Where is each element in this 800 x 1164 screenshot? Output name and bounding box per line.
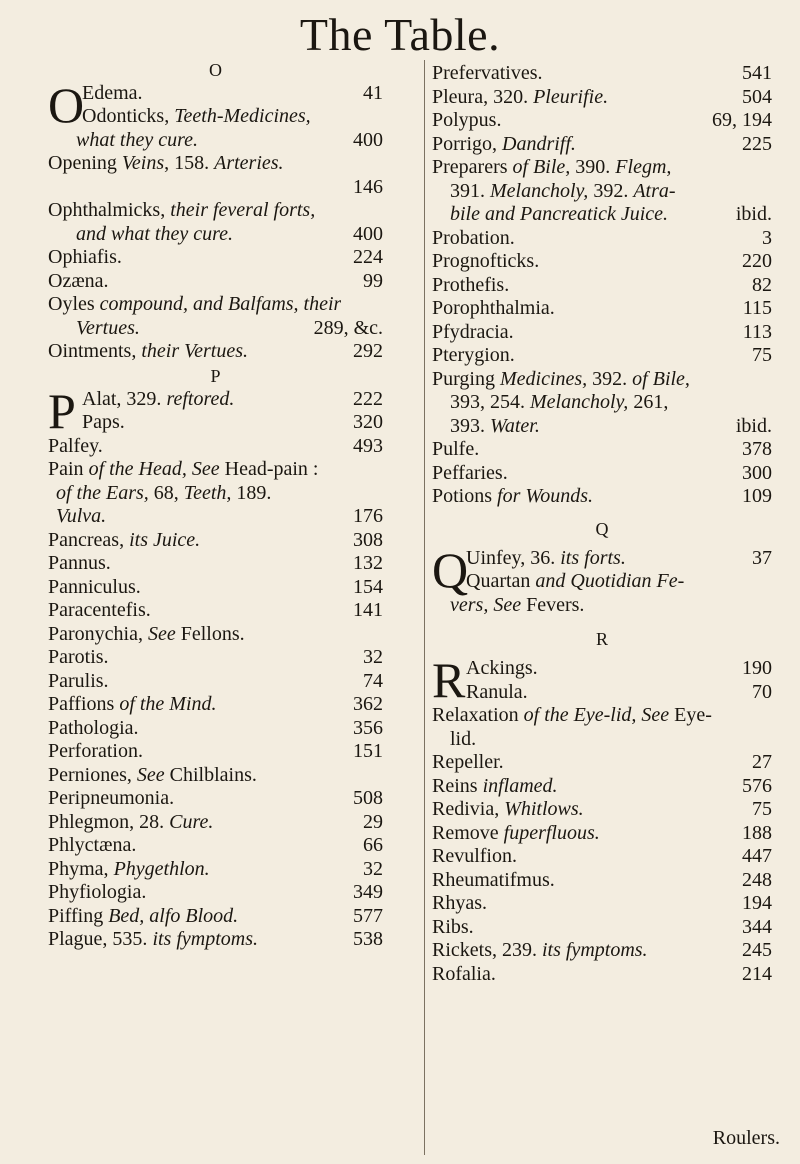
entry-paronychia: Paronychia, See Fellons. bbox=[48, 622, 245, 645]
entry-ozaena: Ozæna. 99 bbox=[48, 269, 383, 292]
entry-psydracia: Pfydracia. 113 bbox=[432, 320, 772, 343]
entry-pain-cont: of the Ears, 68, Teeth, 189. bbox=[56, 481, 272, 504]
entry-pain-cont2: Vulva. 176 bbox=[56, 505, 383, 527]
entry-redivia: Redivia, Whitlows. 75 bbox=[432, 798, 772, 820]
entry-peripneumonia: Peripneumonia. 508 bbox=[48, 787, 383, 809]
entry-ointments: Ointments, their Vertues. 292 bbox=[48, 340, 383, 362]
entry-term: Edema. bbox=[82, 82, 143, 104]
dropcap-p: P bbox=[48, 382, 76, 439]
entry-porophthalmia: Porophthalmia. 115 bbox=[432, 297, 772, 319]
entry-purging-cont: 393, 254. Melancholy, 261, bbox=[450, 391, 669, 413]
entry-physiologia: Phyfiologia. 349 bbox=[48, 881, 383, 903]
entry-remove: Remove fuperfluous. 188 bbox=[432, 821, 772, 844]
dropcap-q: Q bbox=[432, 541, 469, 598]
entry-perniones: Perniones, See Chilblains. bbox=[48, 763, 257, 786]
entry-phyma: Phyma, Phygethlon. 32 bbox=[48, 857, 383, 880]
entry-term: Odonticks, Teeth-Medicines, bbox=[82, 105, 311, 127]
entry-pterygion: Pterygion. 75 bbox=[432, 344, 772, 366]
entry-oyles-cont: Vertues. 289, &c. bbox=[76, 316, 383, 339]
entry-ophiasis: Ophiafis. 224 bbox=[48, 246, 383, 268]
entry-prognosticks: Prognofticks. 220 bbox=[432, 250, 772, 272]
entry-quinsey: Q Uinfey, 36. its forts. 37 bbox=[432, 541, 772, 598]
entry-preservatives: Prefervatives. 541 bbox=[432, 62, 772, 84]
entry-preparers: Preparers of Bile, 390. Flegm, bbox=[432, 156, 672, 178]
entry-paracentesis: Paracentefis. 141 bbox=[48, 599, 383, 621]
entry-perforation: Perforation. 151 bbox=[48, 740, 383, 762]
left-column bbox=[48, 58, 383, 952]
entry-paps: Paps. 320 bbox=[82, 411, 383, 433]
entry-pannus: Pannus. 132 bbox=[48, 552, 383, 574]
entry-phlegmon: Phlegmon, 28. Cure. 29 bbox=[48, 810, 383, 833]
entry-polypus: Polypus. 69, 194 bbox=[432, 109, 772, 131]
section-letter-r: R bbox=[595, 629, 608, 649]
entry-opening-page: 146 bbox=[353, 175, 383, 198]
entry-page: 41 bbox=[363, 82, 383, 104]
entry-pathologia: Pathologia. 356 bbox=[48, 716, 383, 739]
entry-palat: P Alat, 329. reftored. 222 bbox=[48, 382, 383, 439]
entry-revulsion: Revulfion. 447 bbox=[432, 845, 772, 867]
entry-pleura: Pleura, 320. Pleurifie. 504 bbox=[432, 85, 772, 108]
entry-relaxation: Relaxation of the Eye-lid, See Eye- bbox=[432, 704, 712, 726]
entry-rosalia: Rofalia. 214 bbox=[432, 962, 772, 985]
entry-plague: Plague, 535. its fymptoms. 538 bbox=[48, 928, 383, 950]
section-letter-q: Q bbox=[595, 518, 609, 539]
dropcap-r: R bbox=[432, 652, 466, 708]
entry-panniculus: Panniculus. 154 bbox=[48, 575, 383, 598]
entry-rickets: Rickets, 239. its fymptoms. 245 bbox=[432, 939, 772, 961]
entry-purging: Purging Medicines, 392. of Bile, bbox=[432, 367, 690, 390]
entry-parulis: Parulis. 74 bbox=[48, 669, 383, 692]
entry-palfey: Palfey. 493 bbox=[48, 434, 383, 457]
entry-porrigo: Porrigo, Dandriff. 225 bbox=[432, 132, 772, 155]
entry-ophthalmicks-cont: and what they cure. 400 bbox=[76, 222, 383, 245]
entry-purging-cont2: 393. Water. ibid. bbox=[450, 414, 772, 437]
entry-pessaries: Peffaries. 300 bbox=[432, 461, 772, 484]
entry-repeller: Repeller. 27 bbox=[432, 751, 772, 773]
entry-ophthalmicks: Ophthalmicks, their feveral forts, bbox=[48, 199, 316, 221]
entry-preparers-cont2: bile and Pancreatick Juice. ibid. bbox=[450, 203, 772, 225]
right-column bbox=[432, 62, 772, 986]
entry-ribs: Ribs. 344 bbox=[432, 915, 772, 938]
entry-odonticks-cont: what they cure. 400 bbox=[76, 128, 383, 151]
column-divider bbox=[424, 60, 425, 1155]
entry-phlyctaena: Phlyctæna. 66 bbox=[48, 834, 383, 856]
entry-rhyas: Rhyas. 194 bbox=[432, 892, 772, 914]
entry-parotis: Parotis. 32 bbox=[48, 646, 383, 668]
running-head: The Table. bbox=[299, 9, 501, 60]
entry-quinsey-cont: Quartan and Quotidian Fe- bbox=[466, 570, 685, 592]
catchword: Roulers. bbox=[712, 1127, 780, 1149]
entry-potions: Potions for Wounds. 109 bbox=[432, 485, 772, 507]
entry-pain: Pain of the Head, See Head-pain : bbox=[48, 458, 319, 480]
entry-rackings: R Ackings. 190 bbox=[432, 652, 772, 708]
dropcap-o: O bbox=[48, 77, 85, 133]
entry-oedema bbox=[48, 77, 383, 133]
entry-prothesis: Prothefis. 82 bbox=[432, 273, 772, 296]
entry-relaxation-cont: lid. bbox=[450, 727, 477, 750]
entry-passions: Paffions of the Mind. 362 bbox=[48, 693, 383, 715]
entry-pancreas: Pancreas, its Juice. 308 bbox=[48, 528, 383, 551]
entry-oyles: Oyles compound, and Balfams, their bbox=[48, 293, 342, 315]
entry-page: 400 bbox=[353, 128, 383, 151]
entry-rheumatismus: Rheumatifmus. 248 bbox=[432, 868, 772, 891]
entry-quinsey-cont2: vers, See Fevers. bbox=[450, 593, 585, 616]
section-letter-p: P bbox=[210, 365, 221, 386]
entry-preparers-cont: 391. Melancholy, 392. Atra- bbox=[450, 179, 676, 202]
entry-probation: Probation. 3 bbox=[432, 226, 772, 249]
entry-opening: Opening Veins, 158. Arteries. bbox=[48, 152, 284, 174]
entry-reins: Reins inflamed. 576 bbox=[432, 774, 772, 797]
entry-pulse: Pulfe. 378 bbox=[432, 438, 772, 460]
entry-ranula: Ranula. 70 bbox=[466, 680, 772, 703]
section-letter-o: O bbox=[209, 60, 222, 80]
entry-pissing: Piffing Bed, alfo Blood. 577 bbox=[48, 904, 383, 927]
